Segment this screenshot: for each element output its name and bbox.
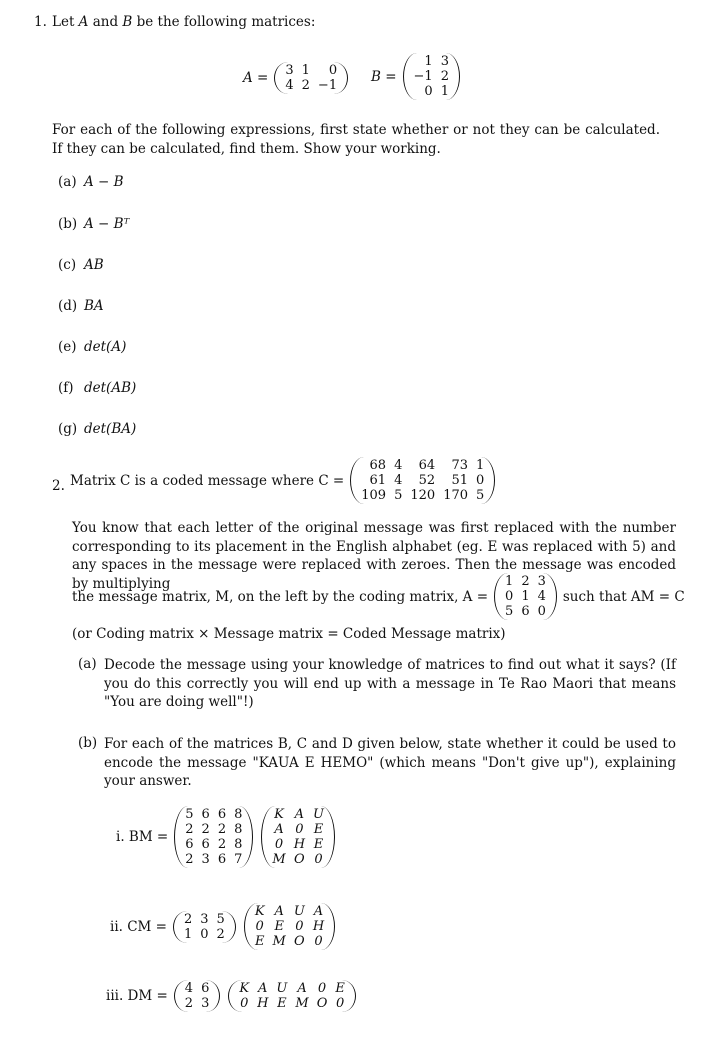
- q1-part-expression: BA: [84, 298, 104, 314]
- q1-part-label: (e): [58, 339, 77, 355]
- q1-part-label: (b): [58, 216, 78, 232]
- matrix-cell: 2: [521, 574, 530, 589]
- matrix-row: [357, 458, 488, 473]
- matrix-cell: 5: [394, 488, 403, 503]
- matrix-cell: 3: [200, 911, 209, 927]
- matrix-cell: 6: [217, 807, 227, 822]
- coding-matrix-grid: [501, 574, 550, 619]
- matrix-cell: A: [274, 822, 284, 837]
- matrix-cell: 3: [201, 852, 210, 867]
- matrix-row: [235, 981, 349, 996]
- matrix-cell: A: [297, 981, 307, 996]
- matrix-cell: 3: [285, 63, 294, 78]
- q1-instructions: For each of the following expressions, first state whether or not they can be calculated. If they can be calculated, find them. Show your working.: [52, 122, 660, 157]
- matrix-row: [251, 934, 328, 949]
- sub-iii-left-matrix: [181, 981, 214, 1011]
- matrix-row: [268, 822, 328, 837]
- matrix-cell: 1: [183, 926, 193, 942]
- sub-ii-label: ii. CM =: [110, 918, 167, 935]
- matrix-cell: 120: [410, 488, 436, 503]
- matrix-cell: 51: [451, 473, 469, 488]
- matrix-cell: 109: [361, 488, 387, 503]
- q2-para-2-post: such that AM = C: [562, 588, 685, 605]
- matrix-cell: 3: [440, 54, 449, 69]
- sub-i-bm: [116, 806, 335, 868]
- q1-part-expression: det(A): [84, 339, 127, 355]
- matrix-row: [181, 822, 246, 837]
- matrix-a-grid: [281, 63, 341, 93]
- matrix-cell: 3: [201, 996, 210, 1011]
- matrix-cell: 0: [200, 926, 209, 942]
- q1-part-expression: det(BA): [84, 421, 137, 437]
- q1-part-label: (g): [58, 421, 78, 437]
- q1-var-b: B: [122, 14, 133, 30]
- matrix-cell: U: [313, 807, 324, 822]
- matrix-cell: 0: [274, 837, 284, 852]
- matrix-row: [357, 488, 488, 503]
- matrix-cell: E: [313, 837, 324, 852]
- q2-number: 2.: [52, 478, 65, 494]
- matrix-cell: 1: [440, 84, 449, 99]
- matrix-cell: M: [272, 934, 286, 949]
- matrix-cell: A: [294, 807, 305, 822]
- q1-part-label: (f): [58, 380, 74, 396]
- sub-iii-label: iii. DM =: [106, 988, 168, 1004]
- sub-ii-left-matrix: [180, 912, 229, 942]
- matrix-cell: O: [294, 934, 305, 949]
- matrix-cell: 2: [440, 69, 449, 84]
- q2-part-b-text: For each of the matrices B, C and D given below, state whether it could be used to encode the message "KAUA E HEMO" (which means "Don't give up"), explaining your answer.: [104, 736, 676, 789]
- matrix-cell: 170: [443, 488, 469, 503]
- matrix-cell: 0: [295, 822, 304, 837]
- matrix-cell: 5: [216, 911, 225, 927]
- matrix-cell: H: [312, 919, 325, 934]
- matrix-cell: 0: [255, 919, 264, 934]
- coding-matrix-line: [72, 573, 685, 620]
- matrix-cell: 6: [201, 807, 210, 822]
- matrix-row: [180, 927, 229, 942]
- q2-part-b-label: (b): [78, 735, 98, 751]
- matrix-cell: 5: [476, 488, 485, 503]
- q1-intro-post: be the following matrices:: [132, 14, 316, 30]
- matrix-row: [410, 54, 453, 69]
- matrix-cell: U: [276, 981, 288, 996]
- matrix-cell: 6: [217, 852, 227, 867]
- q1-intro-and: and: [88, 14, 123, 30]
- matrix-row: [251, 919, 328, 934]
- matrix-row: [235, 996, 349, 1011]
- matrix-cell: 68: [369, 458, 387, 473]
- matrix-cell: 0: [295, 919, 304, 934]
- sub-iii-right-matrix: [235, 981, 349, 1011]
- matrix-cell: 2: [184, 996, 194, 1011]
- matrix-row: [501, 604, 550, 619]
- matrix-cell: −1: [317, 78, 338, 93]
- matrix-cell: 64: [418, 458, 436, 473]
- q1-number: 1.: [34, 14, 47, 30]
- matrix-cell: 7: [234, 852, 243, 867]
- matrix-cell: 8: [234, 837, 243, 852]
- matrix-cell: E: [313, 822, 324, 837]
- matrix-row: [501, 574, 550, 589]
- matrix-cell: 8: [234, 807, 243, 822]
- q1-intro: [52, 14, 315, 30]
- matrix-a-label: A =: [243, 70, 269, 86]
- matrix-cell: E: [254, 934, 265, 949]
- matrix-cell: H: [257, 996, 269, 1011]
- q2-para-2-pre: the message matrix, M, on the left by the coding matrix, A =: [72, 588, 489, 605]
- matrix-cell: 2: [216, 926, 225, 942]
- matrix-cell: O: [316, 996, 328, 1011]
- matrix-cell: A: [258, 981, 268, 996]
- matrix-cell: 3: [537, 574, 546, 589]
- matrix-cell: 1: [424, 54, 433, 69]
- matrix-cell: O: [294, 852, 305, 867]
- matrix-row: [251, 904, 328, 919]
- matrix-cell: 2: [217, 822, 227, 837]
- matrix-row: [268, 807, 328, 822]
- matrix-b-grid: [410, 54, 453, 99]
- q1-part-expression: AB: [84, 257, 104, 273]
- matrix-cell: 0: [317, 981, 327, 996]
- matrix-cell: −1: [413, 69, 433, 84]
- q1-part-label: (d): [58, 298, 78, 314]
- matrix-cell: U: [293, 904, 305, 919]
- matrix-cell: 1: [476, 458, 485, 473]
- matrix-cell: A: [274, 904, 284, 919]
- matrix-cell: 6: [201, 981, 210, 996]
- sub-iii-dm: [106, 980, 356, 1012]
- matrix-cell: 0: [505, 589, 514, 604]
- matrix-cell: 4: [285, 78, 294, 93]
- matrix-row: [268, 837, 328, 852]
- q2-paragraph-3: (or Coding matrix × Message matrix = Coded Message matrix): [72, 626, 506, 642]
- matrix-cell: 2: [201, 822, 210, 837]
- matrix-row: [181, 807, 246, 822]
- matrix-cell: 0: [424, 84, 433, 99]
- matrix-cell: 0: [328, 63, 338, 78]
- matrix-cell: 4: [537, 589, 546, 604]
- matrix-cell: 0: [240, 996, 249, 1011]
- matrix-c-grid: [357, 458, 488, 503]
- matrix-cell: 6: [521, 604, 530, 619]
- q1-part-label: (c): [58, 257, 77, 273]
- matrix-row: [410, 69, 453, 84]
- matrix-row: [181, 981, 214, 996]
- q1-part-label: (a): [58, 174, 77, 190]
- q1-var-a: A: [78, 14, 89, 30]
- sub-i-left-matrix: [181, 807, 246, 867]
- matrix-cell: H: [293, 837, 306, 852]
- matrix-row: [357, 473, 488, 488]
- matrix-b: [371, 53, 460, 100]
- matrix-row: [180, 912, 229, 927]
- matrix-cell: 2: [301, 78, 310, 93]
- matrix-row: [501, 589, 550, 604]
- matrix-cell: 2: [185, 822, 194, 837]
- matrix-cell: E: [274, 919, 284, 934]
- q2-paragraph-1: You know that each letter of the original message was first replaced with the number corresponding to its placement in the English alphabet (eg. E was replaced with 5) and any spaces in the message were replaced with zeroes. Then the message was encoded by multiplying: [72, 520, 676, 592]
- matrix-row: [281, 78, 341, 93]
- matrix-cell: 5: [505, 604, 514, 619]
- matrix-cell: E: [277, 996, 287, 1011]
- matrix-cell: 6: [185, 837, 194, 852]
- matrix-cell: 0: [476, 473, 485, 488]
- matrix-cell: 5: [185, 807, 194, 822]
- matrix-cell: 4: [394, 458, 403, 473]
- q1-intro-pre: Let: [52, 14, 79, 30]
- matrix-cell: K: [274, 807, 284, 822]
- matrix-row: [410, 84, 453, 99]
- matrix-cell: A: [313, 904, 324, 919]
- matrix-cell: 0: [314, 852, 323, 867]
- matrix-cell: M: [295, 996, 309, 1011]
- matrix-cell: 2: [185, 852, 194, 867]
- matrix-cell: 73: [451, 458, 469, 473]
- matrix-cell: K: [254, 904, 265, 919]
- q2-intro: Matrix C is a coded message where C =: [70, 472, 345, 489]
- sub-ii-right-matrix: [251, 904, 328, 949]
- q1-part-expression: det(AB): [84, 380, 137, 396]
- matrix-b-label: B =: [371, 68, 397, 85]
- matrix-row: [268, 852, 328, 867]
- matrix-cell: 1: [521, 589, 530, 604]
- matrix-cell: 4: [184, 981, 194, 996]
- matrix-row: [181, 852, 246, 867]
- matrix-cell: 6: [201, 837, 210, 852]
- matrix-cell: 0: [335, 996, 345, 1011]
- sub-i-label: i. BM =: [116, 829, 169, 845]
- matrix-cell: 0: [537, 604, 546, 619]
- matrix-c: [70, 457, 495, 504]
- matrix-cell: M: [272, 852, 286, 867]
- matrix-cell: 8: [234, 822, 243, 837]
- matrix-cell: 0: [314, 934, 323, 949]
- matrix-row: [281, 63, 341, 78]
- matrix-cell: K: [239, 981, 250, 996]
- matrix-cell: 61: [369, 473, 387, 488]
- matrix-cell: 52: [418, 473, 436, 488]
- matrix-cell: 1: [505, 574, 514, 589]
- matrix-cell: 1: [301, 63, 310, 78]
- matrix-cell: 2: [183, 911, 193, 927]
- matrix-cell: 2: [217, 837, 227, 852]
- q2-part-a-label: (a): [78, 656, 97, 672]
- sub-i-right-matrix: [268, 807, 328, 867]
- matrix-row: [181, 837, 246, 852]
- matrix-row: [181, 996, 214, 1011]
- matrix-cell: E: [335, 981, 345, 996]
- sub-ii-cm: [110, 903, 335, 950]
- q1-part-expression: A − Bᵀ: [84, 216, 130, 232]
- matrix-cell: 4: [394, 473, 403, 488]
- q1-part-expression: A − B: [84, 174, 124, 190]
- q2-part-a-text: Decode the message using your knowledge of matrices to find out what it says? (If you do this correctly you will end up with a message in Te Rao Maori that means "You are doing well"!): [104, 657, 676, 710]
- matrix-a: [243, 62, 348, 94]
